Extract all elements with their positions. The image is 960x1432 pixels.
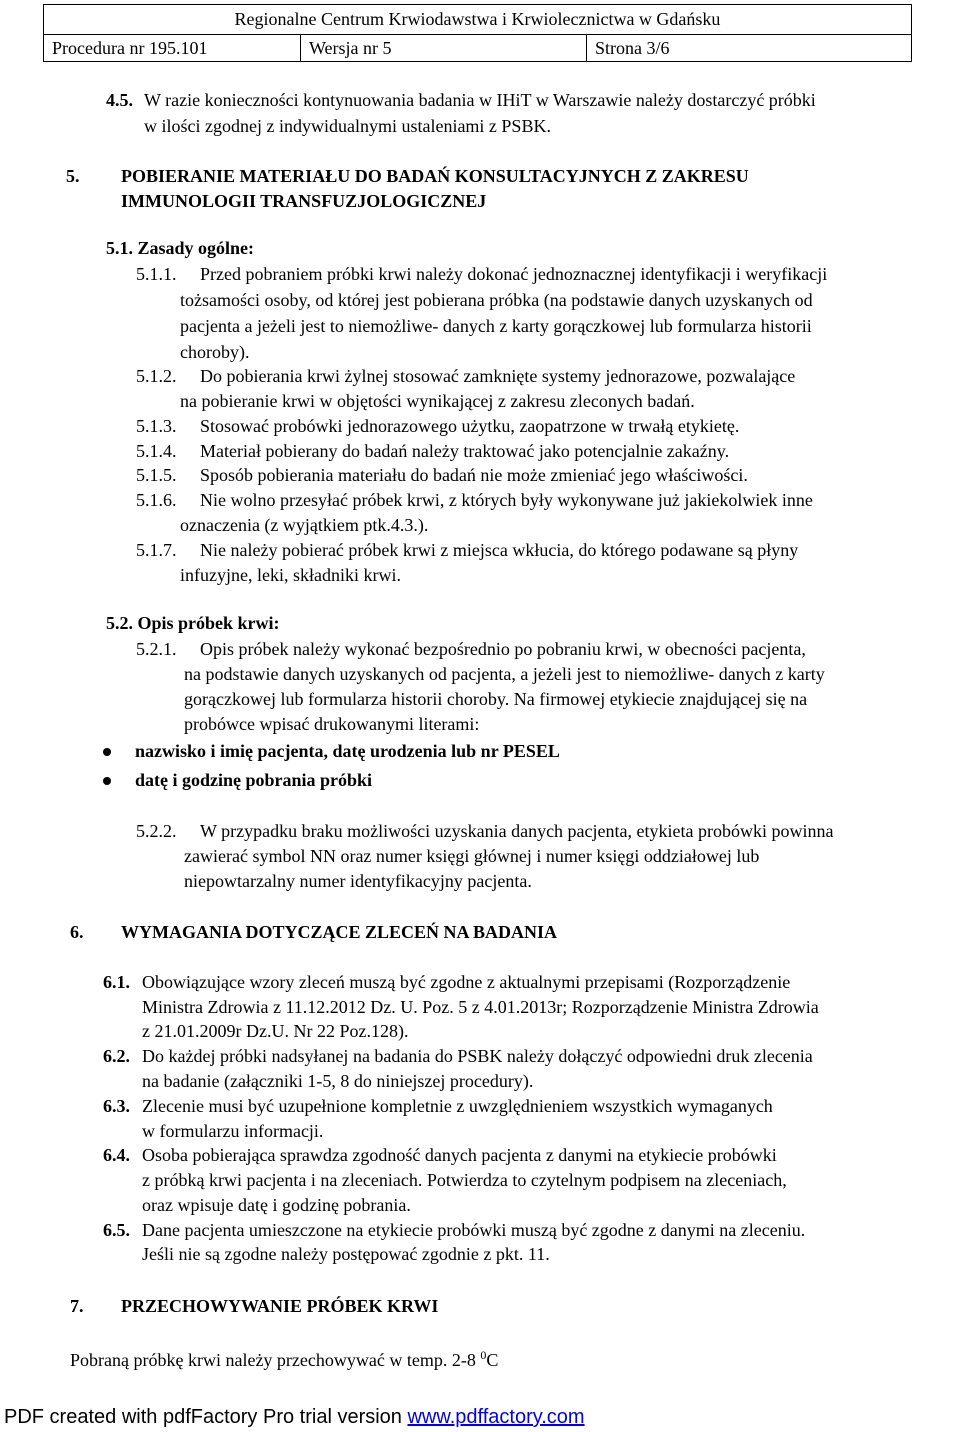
paragraph-line: W razie konieczności kontynuowania badania w IHiT w Warszawie należy dostarczyć próbki [144, 90, 816, 110]
bullet-icon [103, 748, 111, 756]
footer-text: PDF created with pdfFactory Pro trial version [4, 1406, 408, 1428]
page-number: Strona 3/6 [595, 38, 670, 58]
footer-link[interactable]: www.pdffactory.com [407, 1406, 585, 1428]
procedure-number: Procedura nr 195.101 [44, 34, 301, 62]
section-title: PRZECHOWYWANIE PRÓBEK KRWI [121, 1296, 439, 1316]
paragraph-line: Nie wolno przesyłać próbek krwi, z których były wykonywane już jakiekolwiek inne [200, 490, 813, 510]
item-number: 6.3. [103, 1096, 130, 1116]
institution-name: Regionalne Centrum Krwiodawstwa i Krwiolecznictwa w Gdańsku [44, 5, 911, 35]
paragraph-line: probówce wpisać drukowanymi literami: [184, 714, 480, 734]
pdf-footer [4, 1406, 585, 1429]
item-number: 4.5. [106, 90, 133, 110]
paragraph-line: na pobieranie krwi w objętości wynikającej z zakresu zleconych badań. [180, 391, 695, 411]
paragraph-line: Opis próbek należy wykonać bezpośrednio po pobraniu krwi, w obecności pacjenta, [200, 639, 806, 659]
paragraph-line: Jeśli nie są zgodne należy postępować zgodnie z pkt. 11. [142, 1244, 550, 1264]
paragraph-line: Ministra Zdrowia z 11.12.2012 Dz. U. Poz. 5 z 4.01.2013r; Rozporządzenie Ministra Zdrowia [142, 997, 819, 1017]
storage-instruction [70, 1348, 498, 1371]
paragraph-line: Sposób pobierania materiału do badań nie może zmieniać jego właściwości. [200, 465, 748, 485]
paragraph-line: Nie należy pobierać próbek krwi z miejsca wkłucia, do którego podawane są płyny [200, 540, 799, 560]
paragraph-line: w ilości zgodnej z indywidualnymi ustaleniami z PSBK. [144, 116, 551, 136]
paragraph-line: oznaczenia (z wyjątkiem ptk.4.3.). [180, 515, 429, 535]
paragraph-line: na podstawie danych uzyskanych od pacjenta, a jeżeli jest to niemożliwe- danych z karty [184, 664, 825, 684]
item-number: 6.5. [103, 1220, 130, 1240]
paragraph-line: Zlecenie musi być uzupełnione kompletnie z uwzględnieniem wszystkich wymaganych [142, 1096, 773, 1116]
paragraph-line: Do pobierania krwi żylnej stosować zamknięte systemy jednorazowe, pozwalające [200, 366, 796, 386]
item-number: 5.1.3. [136, 416, 177, 436]
paragraph-line: Przed pobraniem próbki krwi należy dokonać jednoznacznej identyfikacji i weryfikacji [200, 264, 828, 284]
item-number: 6.4. [103, 1145, 130, 1165]
list-item: nazwisko i imię pacjenta, datę urodzenia lub nr PESEL [135, 741, 560, 761]
document-header [43, 4, 912, 62]
item-number: 6.1. [103, 972, 130, 992]
item-number: 5.1.6. [136, 490, 177, 510]
section-title: WYMAGANIA DOTYCZĄCE ZLECEŃ NA BADANIA [121, 922, 558, 942]
paragraph-line: choroby). [180, 342, 250, 362]
item-number: 5.1.5. [136, 465, 177, 485]
paragraph-line: infuzyjne, leki, składniki krwi. [180, 565, 401, 585]
section-number: 5. [66, 166, 80, 186]
paragraph-line: Do każdej próbki nadsyłanej na badania do PSBK należy dołączyć odpowiedni druk zlecenia [142, 1046, 813, 1066]
paragraph-line: Obowiązujące wzory zleceń muszą być zgodne z aktualnymi przepisami (Rozporządzenie [142, 972, 791, 992]
section-title: IMMUNOLOGII TRANSFUZJOLOGICZNEJ [121, 191, 487, 211]
item-number: 5.2.2. [136, 821, 177, 841]
paragraph-line: gorączkowej lub formularza historii choroby. Na firmowej etykiecie znajdującej się na [184, 689, 808, 709]
section-number: 6. [70, 922, 84, 942]
paragraph-line: W przypadku braku możliwości uzyskania danych pacjenta, etykieta probówki powinna [200, 821, 834, 841]
paragraph-line: niepowtarzalny numer identyfikacyjny pacjenta. [184, 871, 532, 891]
section-title: POBIERANIE MATERIAŁU DO BADAŃ KONSULTACYJNYCH Z ZAKRESU [121, 166, 749, 186]
paragraph-line: oraz wpisuje datę i godzinę pobrania. [142, 1195, 411, 1215]
section-number: 7. [70, 1296, 84, 1316]
item-number: 5.2.1. [136, 639, 177, 659]
storage-text: Pobraną próbkę krwi należy przechowywać w temp. 2-8 [70, 1350, 481, 1370]
paragraph-line: Materiał pobierany do badań należy traktować jako potencjalnie zakaźny. [200, 441, 730, 461]
degree-superscript: 0 [480, 1348, 487, 1362]
paragraph-line: na badanie (załączniki 1-5, 8 do niniejszej procedury). [142, 1071, 534, 1091]
item-number: 5.1.4. [136, 441, 177, 461]
paragraph-line: pacjenta a jeżeli jest to niemożliwe- danych z karty gorączkowej lub formularza historii [180, 316, 812, 336]
paragraph-line: z 21.01.2009r Dz.U. Nr 22 Poz.128). [142, 1021, 409, 1041]
item-number: 5.1.1. [136, 264, 177, 284]
paragraph-line: zawierać symbol NN oraz numer księgi głównej i numer księgi oddziałowej lub [184, 846, 760, 866]
paragraph-line: Osoba pobierająca sprawdza zgodność danych pacjenta z danymi na etykiecie probówki [142, 1145, 777, 1165]
paragraph-line: z próbką krwi pacjenta i na zleceniach. Potwierdza to czytelnym podpisem na zleceniach, [142, 1170, 787, 1190]
list-item: datę i godzinę pobrania próbki [135, 770, 373, 790]
subsection-heading: 5.2. Opis próbek krwi: [106, 613, 280, 633]
version-number: Wersja nr 5 [301, 34, 587, 62]
bullet-icon [103, 777, 111, 785]
paragraph-line: Stosować probówki jednorazowego użytku, zaopatrzone w trwałą etykietę. [200, 416, 740, 436]
paragraph-line: w formularzu informacji. [142, 1121, 324, 1141]
item-number: 6.2. [103, 1046, 130, 1066]
item-number: 5.1.2. [136, 366, 177, 386]
item-number: 5.1.7. [136, 540, 177, 560]
paragraph-line: Dane pacjenta umieszczone na etykiecie probówki muszą być zgodne z danymi na zleceniu. [142, 1220, 806, 1240]
paragraph-line: tożsamości osoby, od której jest pobierana próbka (na podstawie danych uzyskanych od [180, 290, 813, 310]
temperature-unit: C [486, 1350, 499, 1370]
subsection-heading: 5.1. Zasady ogólne: [106, 238, 255, 258]
